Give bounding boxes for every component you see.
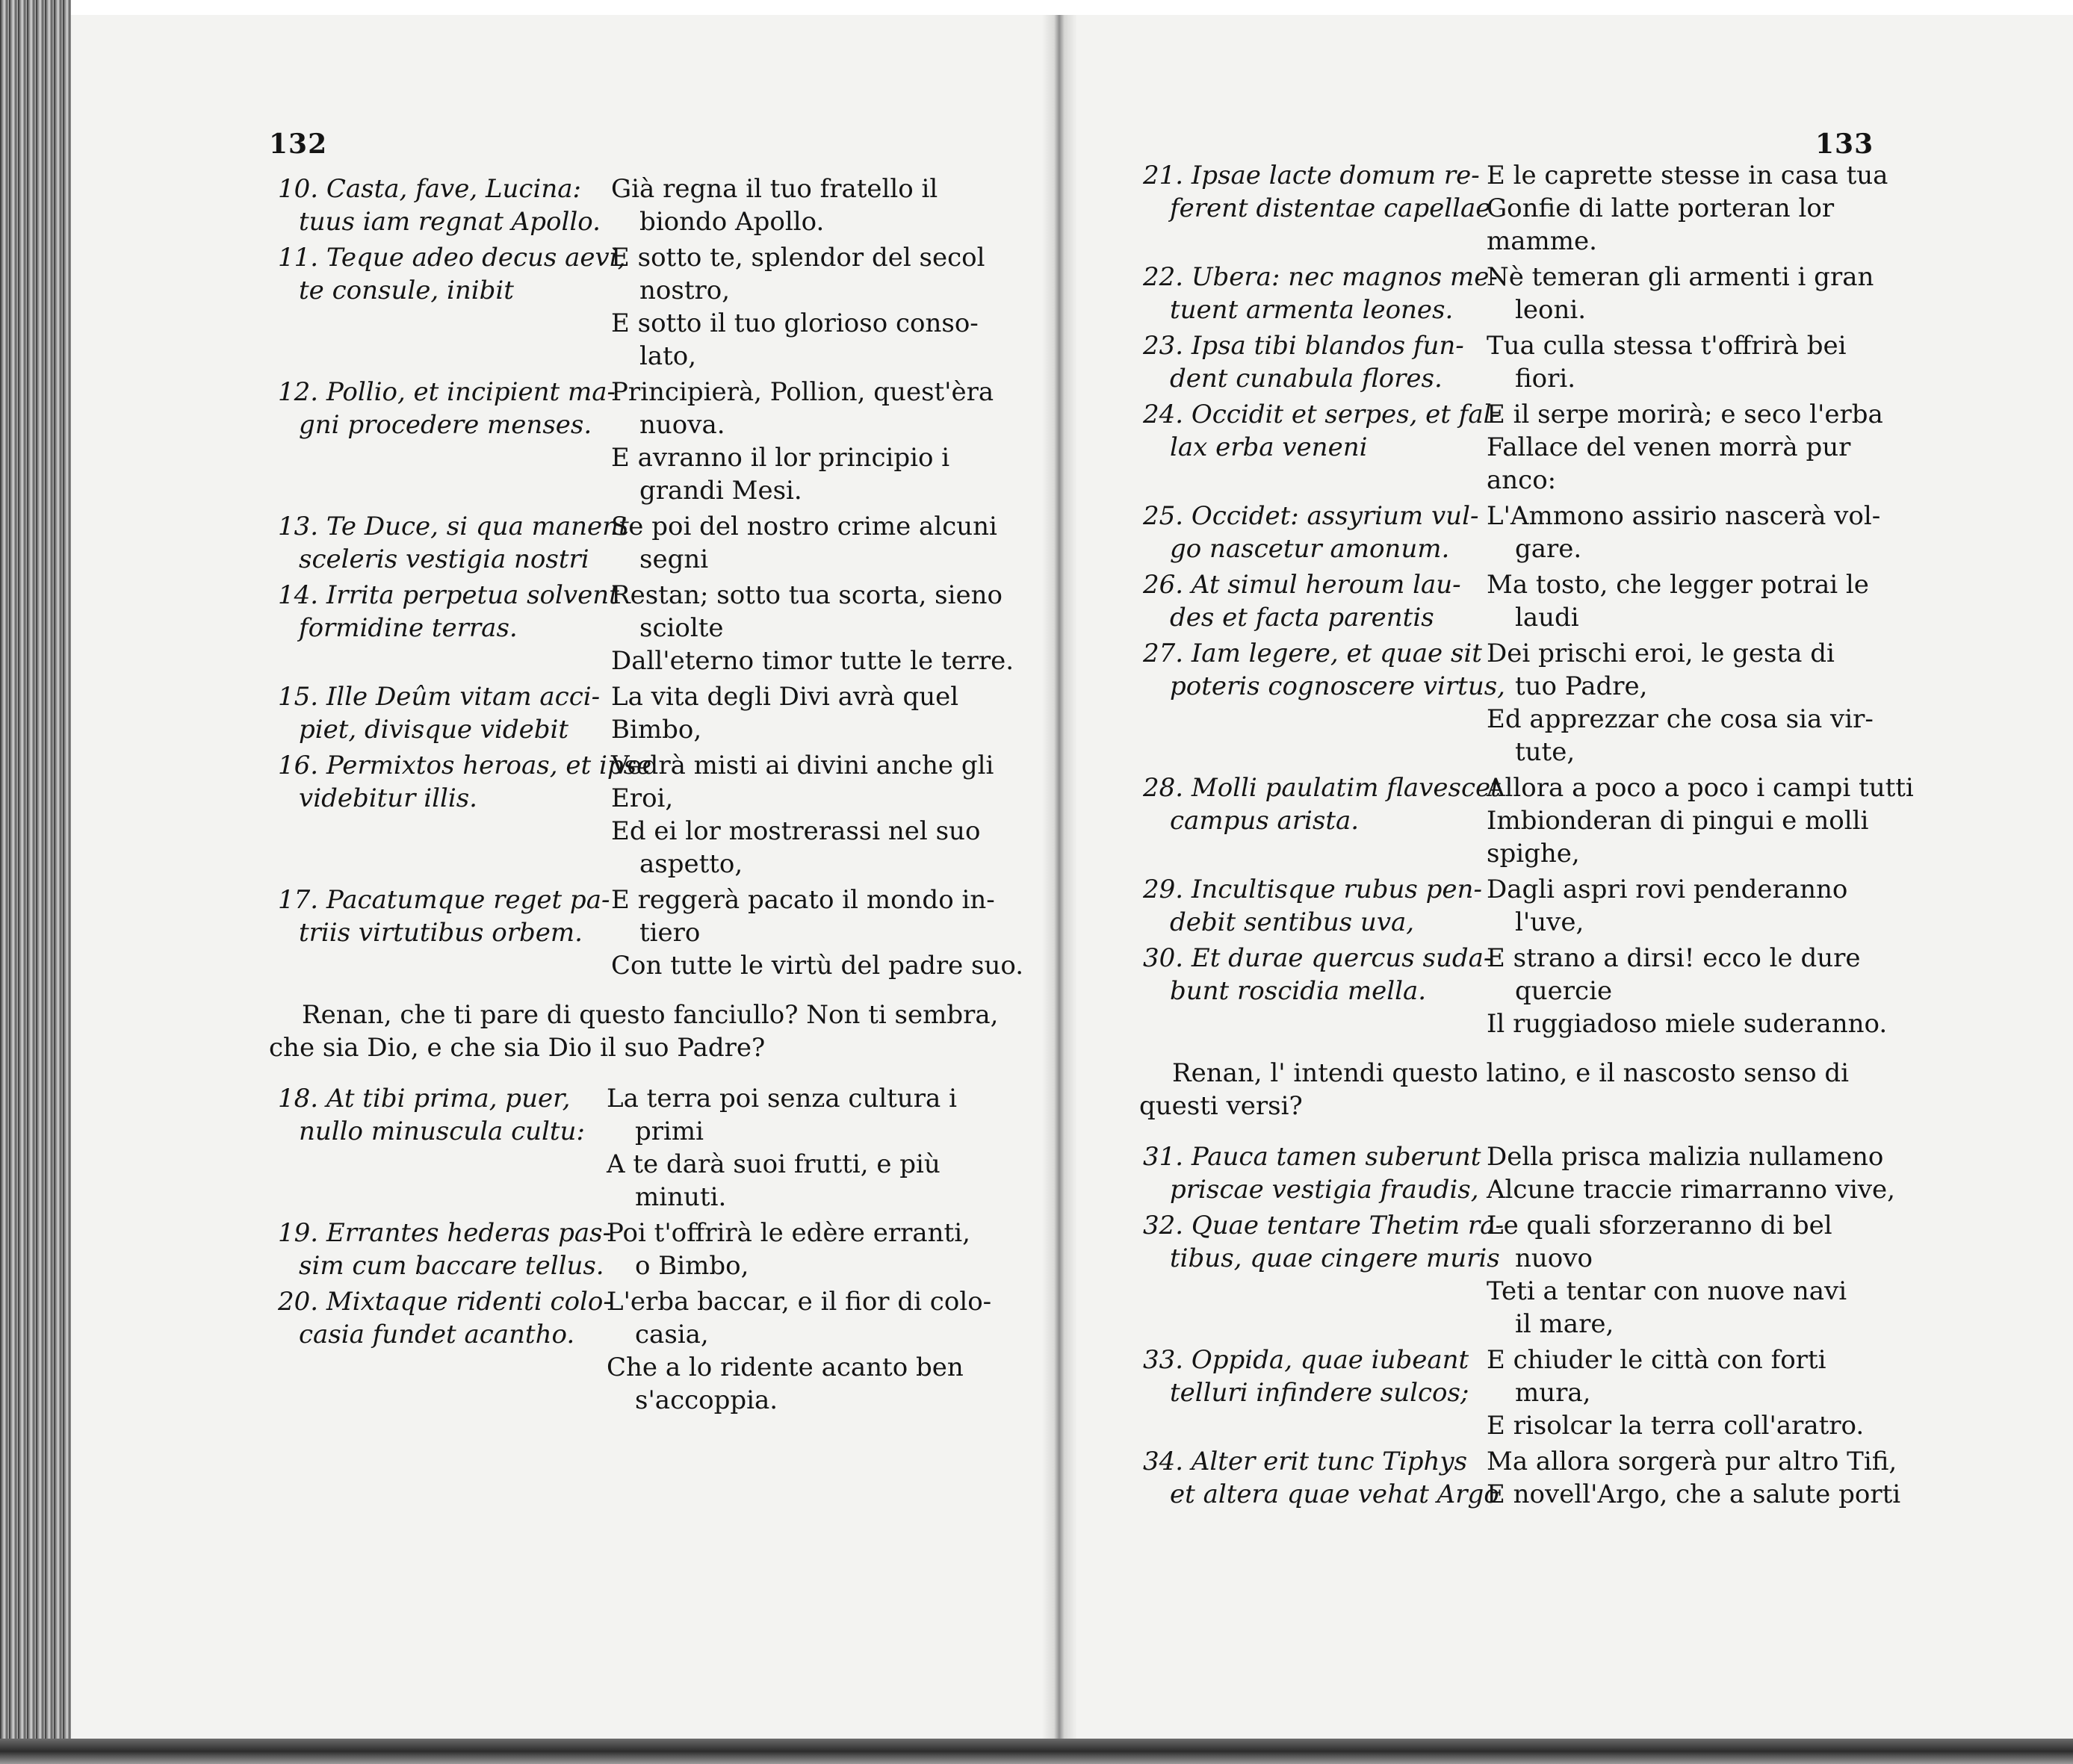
italian-verse-line: E sotto te, splendor del secol [611, 243, 985, 273]
latin-verse-line: piet, divisque videbit [299, 715, 569, 745]
italian-verse-line: La terra poi senza cultura i [607, 1084, 957, 1114]
italian-verse-line: E chiuder le città con forti [1487, 1345, 1826, 1375]
italian-verse-line: lato, [639, 341, 697, 371]
italian-verse-line: Dagli aspri rovi penderanno [1487, 875, 1848, 904]
latin-verse-line: poteris cognoscere virtus, [1170, 671, 1505, 701]
latin-verse-line: 29. Incultisque rubus pen- [1143, 875, 1482, 904]
italian-verse-line: Imbionderan di pingui e molli [1487, 806, 1869, 836]
latin-verse-line: 12. Pollio, et incipient ma- [278, 377, 616, 407]
italian-verse-line: Con tutte le virtù del padre suo. [611, 951, 1024, 981]
italian-verse-line: L'erba baccar, e il fior di colo- [607, 1287, 992, 1317]
italian-verse-line: L'Ammono assirio nascerà vol- [1487, 501, 1881, 531]
latin-verse-line: bunt roscidia mella. [1170, 976, 1427, 1006]
bottom-edge [0, 1739, 2073, 1764]
italian-verse-line: Ma tosto, che legger potrai le [1487, 570, 1869, 600]
latin-verse-line: nullo minuscula cultu: [299, 1117, 585, 1146]
italian-verse-line: E il serpe morirà; e seco l'erba [1487, 400, 1883, 429]
latin-verse-line: 20. Mixtaque ridenti colo- [278, 1287, 612, 1317]
latin-verse-line: gni procedere menses. [299, 410, 592, 440]
latin-verse-line: ferent distentae capellae [1170, 193, 1491, 223]
italian-verse-line: laudi [1515, 603, 1579, 633]
italian-verse-line: Dall'eterno timor tutte le terre. [611, 646, 1014, 676]
italian-verse-line: nuovo [1515, 1243, 1593, 1273]
latin-verse-line: go nascetur amonum. [1170, 534, 1450, 564]
italian-verse-line: Ed ei lor mostrerassi nel suo [611, 816, 981, 846]
italian-verse-line: o Bimbo, [635, 1251, 749, 1281]
latin-verse-line: 17. Pacatumque reget pa- [278, 885, 610, 915]
latin-verse-line: 28. Molli paulatim flavescet [1143, 773, 1501, 803]
italian-verse-line: Se poi del nostro crime alcuni [611, 512, 997, 541]
latin-verse-line: casia fundet acantho. [299, 1320, 575, 1350]
italian-verse-line: grandi Mesi. [639, 476, 802, 506]
italian-verse-line: gare. [1515, 534, 1582, 564]
latin-verse-line: te consule, inibit [299, 276, 514, 305]
latin-verse-line: 13. Te Duce, si qua manent [278, 512, 629, 541]
italian-verse-line: A te darà suoi frutti, e più [607, 1149, 941, 1179]
page-edges [0, 0, 71, 1764]
italian-verse-line: mamme. [1487, 226, 1597, 256]
prose-line: che sia Dio, e che sia Dio il suo Padre? [269, 1033, 766, 1063]
italian-verse-line: tiero [639, 918, 701, 948]
latin-verse-line: 26. At simul heroum lau- [1143, 570, 1461, 600]
latin-verse-line: 32. Quae tentare Thetim ra- [1143, 1211, 1504, 1240]
italian-verse-line: Fallace del venen morrà pur [1487, 432, 1851, 462]
italian-verse-line: casia, [635, 1320, 709, 1350]
italian-verse-line: Il ruggiadoso miele suderanno. [1487, 1009, 1888, 1039]
prose-line: questi versi? [1139, 1091, 1303, 1121]
italian-verse-line: Ma allora sorgerà pur altro Tifi, [1487, 1447, 1897, 1476]
prose-line: Renan, che ti pare di questo fanciullo? Non ti sembra, [302, 1000, 999, 1030]
italian-verse-line: l'uve, [1515, 907, 1584, 937]
italian-verse-line: La vita degli Divi avrà quel [611, 682, 959, 712]
italian-verse-line: spighe, [1487, 839, 1580, 869]
latin-verse-line: 11. Teque adeo decus aevi, [278, 243, 626, 273]
book-gutter [1042, 15, 1076, 1746]
italian-verse-line: biondo Apollo. [639, 207, 825, 237]
italian-verse-line: Eroi, [611, 783, 674, 813]
italian-verse-line: Gonfie di latte porteran lor [1487, 193, 1835, 223]
latin-verse-line: videbitur illis. [299, 783, 477, 813]
italian-verse-line: E le caprette stesse in casa tua [1487, 161, 1888, 190]
italian-verse-line: tute, [1515, 737, 1575, 767]
italian-verse-line: E strano a dirsi! ecco le dure [1487, 943, 1861, 973]
italian-verse-line: Dei prischi eroi, le gesta di [1487, 639, 1835, 668]
latin-verse-line: 24. Occidit et serpes, et fal- [1143, 400, 1500, 429]
italian-verse-line: Restan; sotto tua scorta, sieno [611, 580, 1003, 610]
italian-verse-line: primi [635, 1117, 704, 1146]
italian-verse-line: quercie [1515, 976, 1613, 1006]
left-page [71, 15, 1058, 1746]
latin-verse-line: 21. Ipsae lacte domum re- [1143, 161, 1480, 190]
latin-verse-line: 22. Ubera: nec magnos me- [1143, 262, 1498, 292]
latin-verse-line: et altera quae vehat Argo [1170, 1479, 1499, 1509]
latin-verse-line: 19. Errantes hederas pas- [278, 1218, 612, 1248]
italian-verse-line: mura, [1515, 1378, 1591, 1408]
italian-verse-line: segni [639, 544, 709, 574]
latin-verse-line: 10. Casta, fave, Lucina: [278, 174, 581, 204]
latin-verse-line: lax erba veneni [1170, 432, 1368, 462]
italian-verse-line: Ed apprezzar che cosa sia vir- [1487, 704, 1874, 734]
latin-verse-line: tuus iam regnat Apollo. [299, 207, 601, 237]
latin-verse-line: tuent armenta leones. [1170, 295, 1454, 325]
italian-verse-line: Bimbo, [611, 715, 702, 745]
italian-verse-line: E avranno il lor principio i [611, 443, 950, 473]
latin-verse-line: 34. Alter erit tunc Tiphys [1143, 1447, 1468, 1476]
italian-verse-line: tuo Padre, [1515, 671, 1648, 701]
italian-verse-line: nostro, [639, 276, 731, 305]
italian-verse-line: Teti a tentar con nuove navi [1487, 1276, 1847, 1306]
latin-verse-line: telluri infindere sulcos; [1170, 1378, 1469, 1408]
latin-verse-line: 27. Iam legere, et quae sit [1143, 639, 1482, 668]
page-number-left: 132 [269, 128, 328, 160]
italian-verse-line: s'accoppia. [635, 1385, 778, 1415]
latin-verse-line: debit sentibus uva, [1170, 907, 1415, 937]
latin-verse-line: sim cum baccare tellus. [299, 1251, 604, 1281]
latin-verse-line: priscae vestigia fraudis, [1170, 1175, 1479, 1205]
italian-verse-line: Tua culla stessa t'offrirà bei [1487, 331, 1847, 361]
italian-verse-line: il mare, [1515, 1309, 1614, 1339]
italian-verse-line: fiori. [1515, 364, 1576, 394]
latin-verse-line: 14. Irrita perpetua solvent [278, 580, 619, 610]
italian-verse-line: Della prisca malizia nullameno [1487, 1142, 1884, 1172]
italian-verse-line: E sotto il tuo glorioso conso- [611, 308, 979, 338]
italian-verse-line: Che a lo ridente acanto ben [607, 1352, 964, 1382]
latin-verse-line: 23. Ipsa tibi blandos fun- [1143, 331, 1464, 361]
latin-verse-line: 25. Occidet: assyrium vul- [1143, 501, 1479, 531]
latin-verse-line: triis virtutibus orbem. [299, 918, 583, 948]
latin-verse-line: dent cunabula flores. [1170, 364, 1443, 394]
latin-verse-line: formidine terras. [299, 613, 518, 643]
latin-verse-line: 18. At tibi prima, puer, [278, 1084, 571, 1114]
italian-verse-line: leoni. [1515, 295, 1587, 325]
page-number-right: 133 [1815, 128, 1874, 160]
italian-verse-line: E reggerà pacato il mondo in- [611, 885, 995, 915]
italian-verse-line: Allora a poco a poco i campi tutti [1487, 773, 1914, 803]
italian-verse-line: Principierà, Pollion, quest'èra [611, 377, 994, 407]
latin-verse-line: 33. Oppida, quae iubeant [1143, 1345, 1469, 1375]
italian-verse-line: Nè temeran gli armenti i gran [1487, 262, 1874, 292]
italian-verse-line: Alcune traccie rimarranno vive, [1487, 1175, 1895, 1205]
italian-verse-line: anco: [1487, 465, 1557, 495]
italian-verse-line: sciolte [639, 613, 724, 643]
latin-verse-line: des et facta parentis [1170, 603, 1434, 633]
latin-verse-line: 15. Ille Deûm vitam acci- [278, 682, 601, 712]
italian-verse-line: E risolcar la terra coll'aratro. [1487, 1411, 1865, 1441]
latin-verse-line: 31. Pauca tamen suberunt [1143, 1142, 1481, 1172]
italian-verse-line: minuti. [635, 1182, 727, 1212]
italian-verse-line: E novell'Argo, che a salute porti [1487, 1479, 1901, 1509]
italian-verse-line: Già regna il tuo fratello il [611, 174, 938, 204]
italian-verse-line: Vedrà misti ai divini anche gli [611, 751, 994, 780]
latin-verse-line: sceleris vestigia nostri [299, 544, 589, 574]
prose-line: Renan, l' intendi questo latino, e il nascosto senso di [1172, 1058, 1849, 1088]
latin-verse-line: 16. Permixtos heroas, et ipse [278, 751, 652, 780]
latin-verse-line: tibus, quae cingere muris [1170, 1243, 1500, 1273]
italian-verse-line: Le quali sforzeranno di bel [1487, 1211, 1832, 1240]
latin-verse-line: campus arista. [1170, 806, 1360, 836]
italian-verse-line: nuova. [639, 410, 725, 440]
italian-verse-line: Poi t'offrirà le edère erranti, [607, 1218, 970, 1248]
italian-verse-line: aspetto, [639, 849, 743, 879]
latin-verse-line: 30. Et durae quercus suda- [1143, 943, 1493, 973]
